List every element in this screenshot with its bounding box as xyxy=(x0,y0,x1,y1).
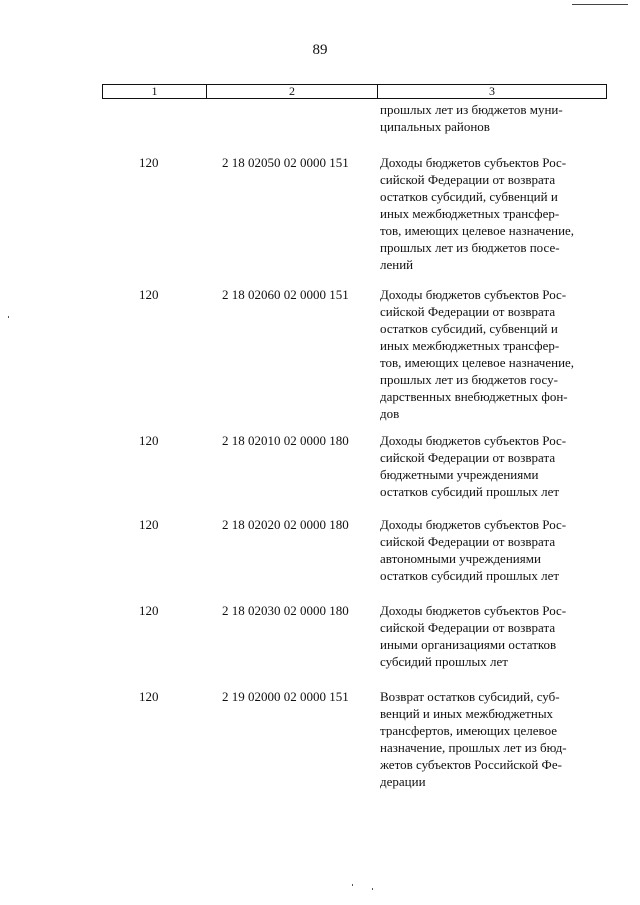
row-code: 120 xyxy=(139,287,159,302)
description-line: венций и иных межбюджетных xyxy=(380,706,554,721)
description-line: субсидий прошлых лет xyxy=(380,654,508,669)
description-line: автономными учреждениями xyxy=(380,551,541,566)
description-line: прошлых лет из бюджетов посе- xyxy=(380,240,560,255)
row-kbk: 2 18 02010 02 0000 180 xyxy=(222,433,349,448)
row-kbk: 2 18 02020 02 0000 180 xyxy=(222,517,349,532)
description-line: остатков субсидий, субвенций и xyxy=(380,189,558,204)
scan-speck xyxy=(352,884,353,886)
header-col-2: 2 xyxy=(207,85,378,98)
continuation-line: ципальных районов xyxy=(380,119,490,134)
row-code: 120 xyxy=(139,603,159,618)
description-line: остатков субсидий, субвенций и xyxy=(380,321,558,336)
description-line: Доходы бюджетов субъектов Рос- xyxy=(380,155,567,170)
description-line: назначение, прошлых лет из бюд- xyxy=(380,740,567,755)
description-line: дерации xyxy=(380,774,426,789)
description-line: сийской Федерации от возврата xyxy=(380,620,556,635)
description-line: Доходы бюджетов субъектов Рос- xyxy=(380,433,567,448)
row-description xyxy=(380,688,610,790)
row-code: 120 xyxy=(139,689,159,704)
description-line: Доходы бюджетов субъектов Рос- xyxy=(380,287,567,302)
scan-mark xyxy=(572,4,628,5)
description-line: дарственных внебюджетных фон- xyxy=(380,389,568,404)
scan-speck xyxy=(8,316,9,318)
description-line: бюджетными учреждениями xyxy=(380,467,539,482)
description-line: дов xyxy=(380,406,400,421)
description-line: иных межбюджетных трансфер- xyxy=(380,338,560,353)
row-kbk: 2 18 02030 02 0000 180 xyxy=(222,603,349,618)
description-line: трансфертов, имеющих целевое xyxy=(380,723,558,738)
description-line: тов, имеющих целевое назначение, xyxy=(380,223,575,238)
description-line: тов, имеющих целевое назначение, xyxy=(380,355,575,370)
description-line: иными организациями остатков xyxy=(380,637,557,652)
continuation-line: прошлых лет из бюджетов муни- xyxy=(380,102,563,117)
row-description xyxy=(380,516,610,584)
row-description xyxy=(380,602,610,670)
row-kbk: 2 18 02060 02 0000 151 xyxy=(222,287,349,302)
continuation-text xyxy=(380,101,610,135)
description-line: сийской Федерации от возврата xyxy=(380,172,556,187)
description-line: Доходы бюджетов субъектов Рос- xyxy=(380,603,567,618)
description-line: Возврат остатков субсидий, суб- xyxy=(380,689,560,704)
row-kbk: 2 19 02000 02 0000 151 xyxy=(222,689,349,704)
description-line: прошлых лет из бюджетов госу- xyxy=(380,372,558,387)
table-header xyxy=(102,84,607,99)
description-line: иных межбюджетных трансфер- xyxy=(380,206,560,221)
row-kbk: 2 18 02050 02 0000 151 xyxy=(222,155,349,170)
row-code: 120 xyxy=(139,517,159,532)
description-line: Доходы бюджетов субъектов Рос- xyxy=(380,517,567,532)
row-description xyxy=(380,432,610,500)
header-col-1: 1 xyxy=(103,85,207,98)
description-line: лений xyxy=(380,257,414,272)
page-number: 89 xyxy=(312,42,328,58)
header-col-3: 3 xyxy=(489,84,495,98)
description-line: остатков субсидий прошлых лет xyxy=(380,484,560,499)
scan-speck xyxy=(372,888,373,890)
description-line: сийской Федерации от возврата xyxy=(380,450,556,465)
description-line: сийской Федерации от возврата xyxy=(380,534,556,549)
description-line: жетов субъектов Российской Фе- xyxy=(380,757,562,772)
row-code: 120 xyxy=(139,433,159,448)
row-description xyxy=(380,154,610,273)
description-line: сийской Федерации от возврата xyxy=(380,304,556,319)
row-description xyxy=(380,286,610,422)
row-code: 120 xyxy=(139,155,159,170)
description-line: остатков субсидий прошлых лет xyxy=(380,568,560,583)
